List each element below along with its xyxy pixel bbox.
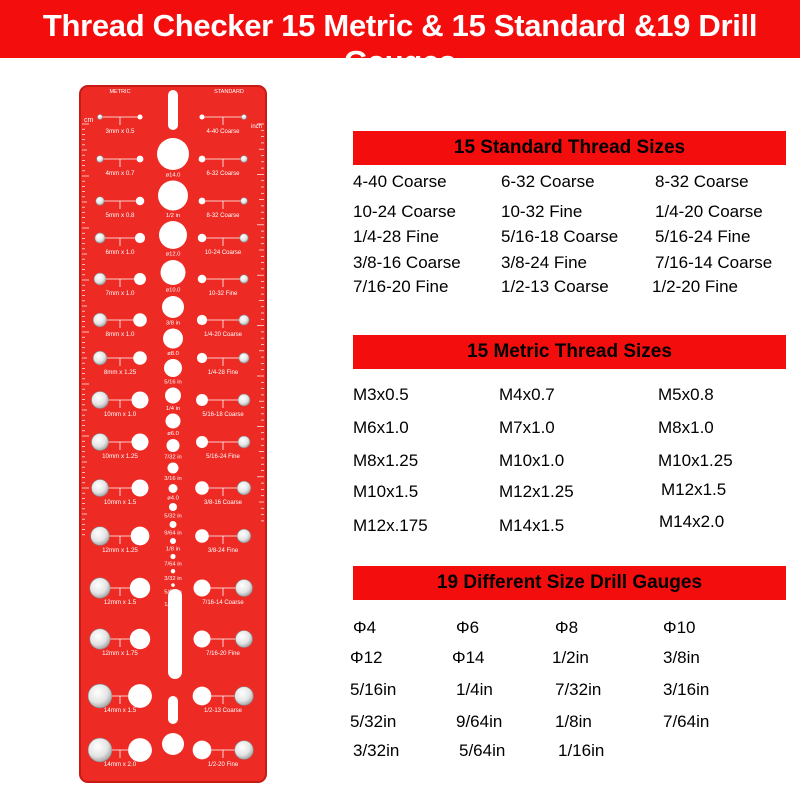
drill-size-item: Φ14 (452, 648, 485, 667)
standard-hole (196, 394, 208, 406)
standard-size-item: 1/2-20 Fine (652, 277, 738, 296)
standard-size-label: 10-32 Fine (208, 291, 238, 297)
drill-hole (169, 484, 178, 493)
standard-hole (194, 631, 211, 648)
drill-hole-label: 5/64 in (164, 589, 182, 596)
metric-size-label: 6mm x 1.0 (105, 249, 135, 256)
drill-hole (161, 260, 186, 285)
plate-drawing (78, 84, 268, 784)
drill-hole (170, 521, 177, 528)
metric-size-label: 8mm x 1.25 (103, 369, 137, 376)
standard-stud (235, 687, 254, 706)
standard-hole (194, 580, 211, 597)
metric-size-label: 10mm x 1.5 (103, 499, 137, 506)
standard-size-label: 3/8-16 Coarse (203, 500, 243, 506)
standard-size-item: 7/16-14 Coarse (655, 253, 773, 272)
drill-hole (170, 554, 175, 559)
drill-hole (169, 503, 177, 511)
metric-stud (88, 738, 112, 762)
standard-stud (238, 394, 250, 406)
metric-size-label: 4mm x 0.7 (105, 170, 135, 177)
metric-size-item: M10x1.0 (499, 451, 565, 470)
drill-hole (170, 538, 176, 544)
drill-section-header: 19 Different Size Drill Gauges (353, 566, 786, 600)
metric-size-item: M12x1.5 (661, 480, 727, 499)
thread-checker-plate (78, 84, 268, 784)
standard-stud (239, 315, 249, 325)
standard-hole (197, 315, 207, 325)
drill-hole (159, 221, 187, 249)
drill-hole-label: 3/16 in (164, 476, 182, 482)
standard-stud (235, 741, 254, 760)
metric-hole (137, 114, 142, 119)
standard-size-label: 6-32 Coarse (206, 171, 240, 177)
standard-hole (193, 741, 212, 760)
standard-hole (197, 353, 207, 363)
drill-size-item: 1/2in (552, 648, 589, 667)
drill-size-item: 1/8in (555, 712, 592, 731)
drill-size-item: Φ8 (555, 618, 579, 637)
drill-hole (168, 463, 179, 474)
drill-hole (164, 359, 182, 377)
metric-size-item: M14x2.0 (659, 512, 725, 531)
drill-size-item: 9/64in (456, 712, 503, 731)
metric-size-label: 12mm x 1.5 (103, 599, 137, 606)
drill-size-item: Φ6 (456, 618, 480, 637)
standard-stud (240, 234, 249, 243)
metric-stud (94, 273, 106, 285)
metric-size-label: 3mm x 0.5 (105, 128, 135, 135)
metric-hole (132, 392, 149, 409)
standard-stud (238, 436, 250, 448)
drill-size-item: 1/4in (456, 680, 493, 699)
standard-stud (241, 198, 248, 205)
metric-stud (97, 114, 102, 119)
metric-size-label: 12mm x 1.75 (102, 650, 138, 657)
drill-hole-label: 1/16 in (164, 602, 182, 609)
drill-hole (171, 583, 175, 587)
drill-size-item: 7/64in (663, 712, 710, 731)
plate-standard-label: STANDARD (214, 89, 244, 95)
metric-size-item: M12x.175 (353, 516, 428, 535)
metric-stud (92, 434, 109, 451)
metric-hole (131, 527, 150, 546)
metric-size-item: M10x1.25 (658, 451, 733, 470)
standard-stud (240, 275, 249, 284)
standard-size-item: 8-32 Coarse (655, 172, 749, 191)
standard-size-label: 1/2-13 Coarse (203, 708, 243, 714)
standard-hole (195, 529, 209, 543)
standard-stud (239, 353, 249, 363)
standard-size-item: 3/8-24 Fine (501, 253, 587, 272)
metric-hole (130, 578, 150, 598)
drill-hole (167, 439, 180, 452)
standard-size-label: 4-40 Coarse (206, 129, 240, 135)
standard-size-item: 3/8-16 Coarse (353, 253, 461, 272)
metric-stud (95, 233, 105, 243)
standard-stud (236, 631, 253, 648)
standard-size-item: 1/4-28 Fine (353, 227, 439, 246)
metric-size-label: 14mm x 1.5 (103, 707, 137, 714)
drill-hole-label: 1/4 in (165, 406, 181, 412)
drill-hole-label: ø14.0 (165, 172, 181, 179)
metric-hole (135, 233, 145, 243)
standard-size-label: 10-24 Coarse (204, 250, 242, 256)
drill-hole-label: ø4.0 (167, 495, 179, 502)
drill-hole (158, 181, 188, 211)
standard-stud (241, 114, 246, 119)
drill-size-item: 3/32in (353, 741, 400, 760)
metric-stud (96, 197, 105, 206)
metric-hole (128, 684, 152, 708)
drill-size-item: 5/32in (350, 712, 397, 731)
metric-hole (133, 313, 147, 327)
drill-hole-label: 5/16 in (164, 379, 182, 386)
standard-hole (199, 114, 204, 119)
standard-section-header: 15 Standard Thread Sizes (353, 131, 786, 165)
drill-hole-label: 7/32 in (164, 454, 182, 461)
metric-stud (91, 527, 110, 546)
drill-size-item: 3/8in (663, 648, 700, 667)
standard-size-item: 1/4-20 Coarse (655, 202, 763, 221)
metric-size-item: M12x1.25 (499, 482, 574, 501)
standard-size-item: 1/2-13 Coarse (501, 277, 609, 296)
metric-size-label: 14mm x 2.0 (103, 761, 137, 768)
standard-size-item: 5/16-18 Coarse (501, 227, 619, 246)
metric-stud (93, 313, 107, 327)
metric-size-item: M6x1.0 (353, 418, 409, 437)
drill-hole (166, 414, 181, 429)
drill-size-item: 5/16in (350, 680, 397, 699)
standard-size-label: 8-32 Coarse (206, 213, 240, 219)
drill-size-item: Φ12 (350, 648, 383, 667)
metric-hole (137, 156, 144, 163)
standard-size-item: 6-32 Coarse (501, 172, 595, 191)
metric-size-item: M5x0.8 (658, 385, 714, 404)
metric-stud (90, 629, 110, 649)
standard-size-item: 7/16-20 Fine (353, 277, 449, 296)
standard-size-item: 4-40 Coarse (353, 172, 447, 191)
metric-size-item: M4x0.7 (499, 385, 555, 404)
metric-stud (92, 480, 109, 497)
standard-stud (241, 156, 248, 163)
standard-stud (236, 580, 253, 597)
drill-hole (165, 388, 181, 404)
metric-section-header: 15 Metric Thread Sizes (353, 335, 786, 369)
plate-slot (168, 90, 178, 130)
metric-size-item: M10x1.5 (353, 482, 419, 501)
metric-stud (97, 156, 104, 163)
standard-hole (199, 198, 206, 205)
drill-hole-label: 7/64 in (164, 561, 182, 568)
metric-size-label: 7mm x 1.0 (105, 290, 135, 297)
standard-stud (237, 529, 251, 543)
standard-size-label: 5/16-24 Fine (206, 454, 240, 460)
drill-hole (162, 296, 184, 318)
standard-size-label: 3/8-24 Fine (207, 548, 239, 554)
drill-hole (171, 569, 175, 573)
drill-hole (157, 138, 189, 170)
title-banner (0, 0, 800, 79)
drill-size-item: 5/64in (459, 741, 506, 760)
page-title: Thread Checker 15 Metric & 15 Standard &19 Drill Gauges (42, 8, 758, 79)
metric-stud (90, 578, 110, 598)
standard-size-item: 10-32 Fine (501, 202, 583, 221)
metric-size-label: 12mm x 1.25 (102, 547, 138, 554)
drill-hole (172, 597, 175, 600)
metric-hole (132, 480, 149, 497)
metric-stud (88, 684, 112, 708)
metric-size-label: 8mm x 1.0 (105, 331, 135, 338)
standard-hole (193, 687, 212, 706)
metric-hole (130, 629, 150, 649)
metric-size-item: M8x1.0 (658, 418, 714, 437)
metric-size-label: 10mm x 1.25 (102, 453, 138, 460)
metric-hole (134, 273, 146, 285)
drill-hole-label: 5/32 in (164, 513, 182, 520)
plate-hole (162, 733, 184, 755)
standard-hole (196, 436, 208, 448)
standard-size-item: 5/16-24 Fine (655, 227, 751, 246)
metric-hole (133, 351, 147, 365)
standard-stud (237, 481, 251, 495)
drill-hole-label: 1/8 in (165, 546, 181, 553)
drill-size-item: Φ10 (663, 618, 696, 637)
metric-hole (136, 197, 145, 206)
drill-hole-label: 9/64 in (164, 530, 182, 537)
standard-size-label: 7/16-14 Coarse (202, 600, 244, 606)
drill-size-item: 3/16in (663, 680, 710, 699)
drill-hole-label: ø10.0 (165, 287, 181, 294)
metric-hole (132, 434, 149, 451)
plate-cm-label: cm (84, 117, 94, 124)
metric-stud (93, 351, 107, 365)
metric-size-item: M7x1.0 (499, 418, 555, 437)
metric-size-item: M8x1.25 (353, 451, 419, 470)
standard-hole (198, 275, 207, 284)
metric-size-label: 5mm x 0.8 (105, 212, 135, 219)
drill-hole-label: ø8.0 (167, 351, 179, 357)
standard-size-label: 1/2-20 Fine (207, 762, 239, 768)
drill-hole-label: 3/32 in (164, 575, 182, 582)
metric-size-item: M3x0.5 (353, 385, 409, 404)
drill-size-item: Φ4 (353, 618, 377, 637)
drill-hole-label: 1/2 in (165, 213, 181, 219)
metric-size-item: M14x1.5 (499, 516, 565, 535)
standard-size-label: 7/16-20 Fine (206, 651, 240, 657)
plate-metric-label: METRIC (109, 89, 131, 95)
plate-slot (168, 696, 178, 724)
plate-inch-label: inch (250, 124, 262, 130)
drill-hole (163, 329, 183, 349)
standard-hole (199, 156, 206, 163)
metric-stud (92, 392, 109, 409)
standard-size-label: 1/4-28 Fine (207, 370, 239, 376)
metric-hole (128, 738, 152, 762)
standard-size-item: 10-24 Coarse (353, 202, 457, 221)
drill-hole-label: 3/8 in (165, 320, 181, 327)
standard-hole (195, 481, 209, 495)
drill-hole-label: ø12.0 (165, 251, 181, 258)
drill-hole-label: ø6.0 (167, 431, 179, 437)
drill-size-item: 1/16in (558, 741, 605, 760)
standard-size-label: 5/16-18 Coarse (202, 412, 244, 418)
metric-size-label: 10mm x 1.0 (103, 411, 137, 418)
standard-size-label: 1/4-20 Coarse (203, 332, 243, 338)
standard-hole (198, 234, 207, 243)
drill-size-item: 7/32in (555, 680, 602, 699)
